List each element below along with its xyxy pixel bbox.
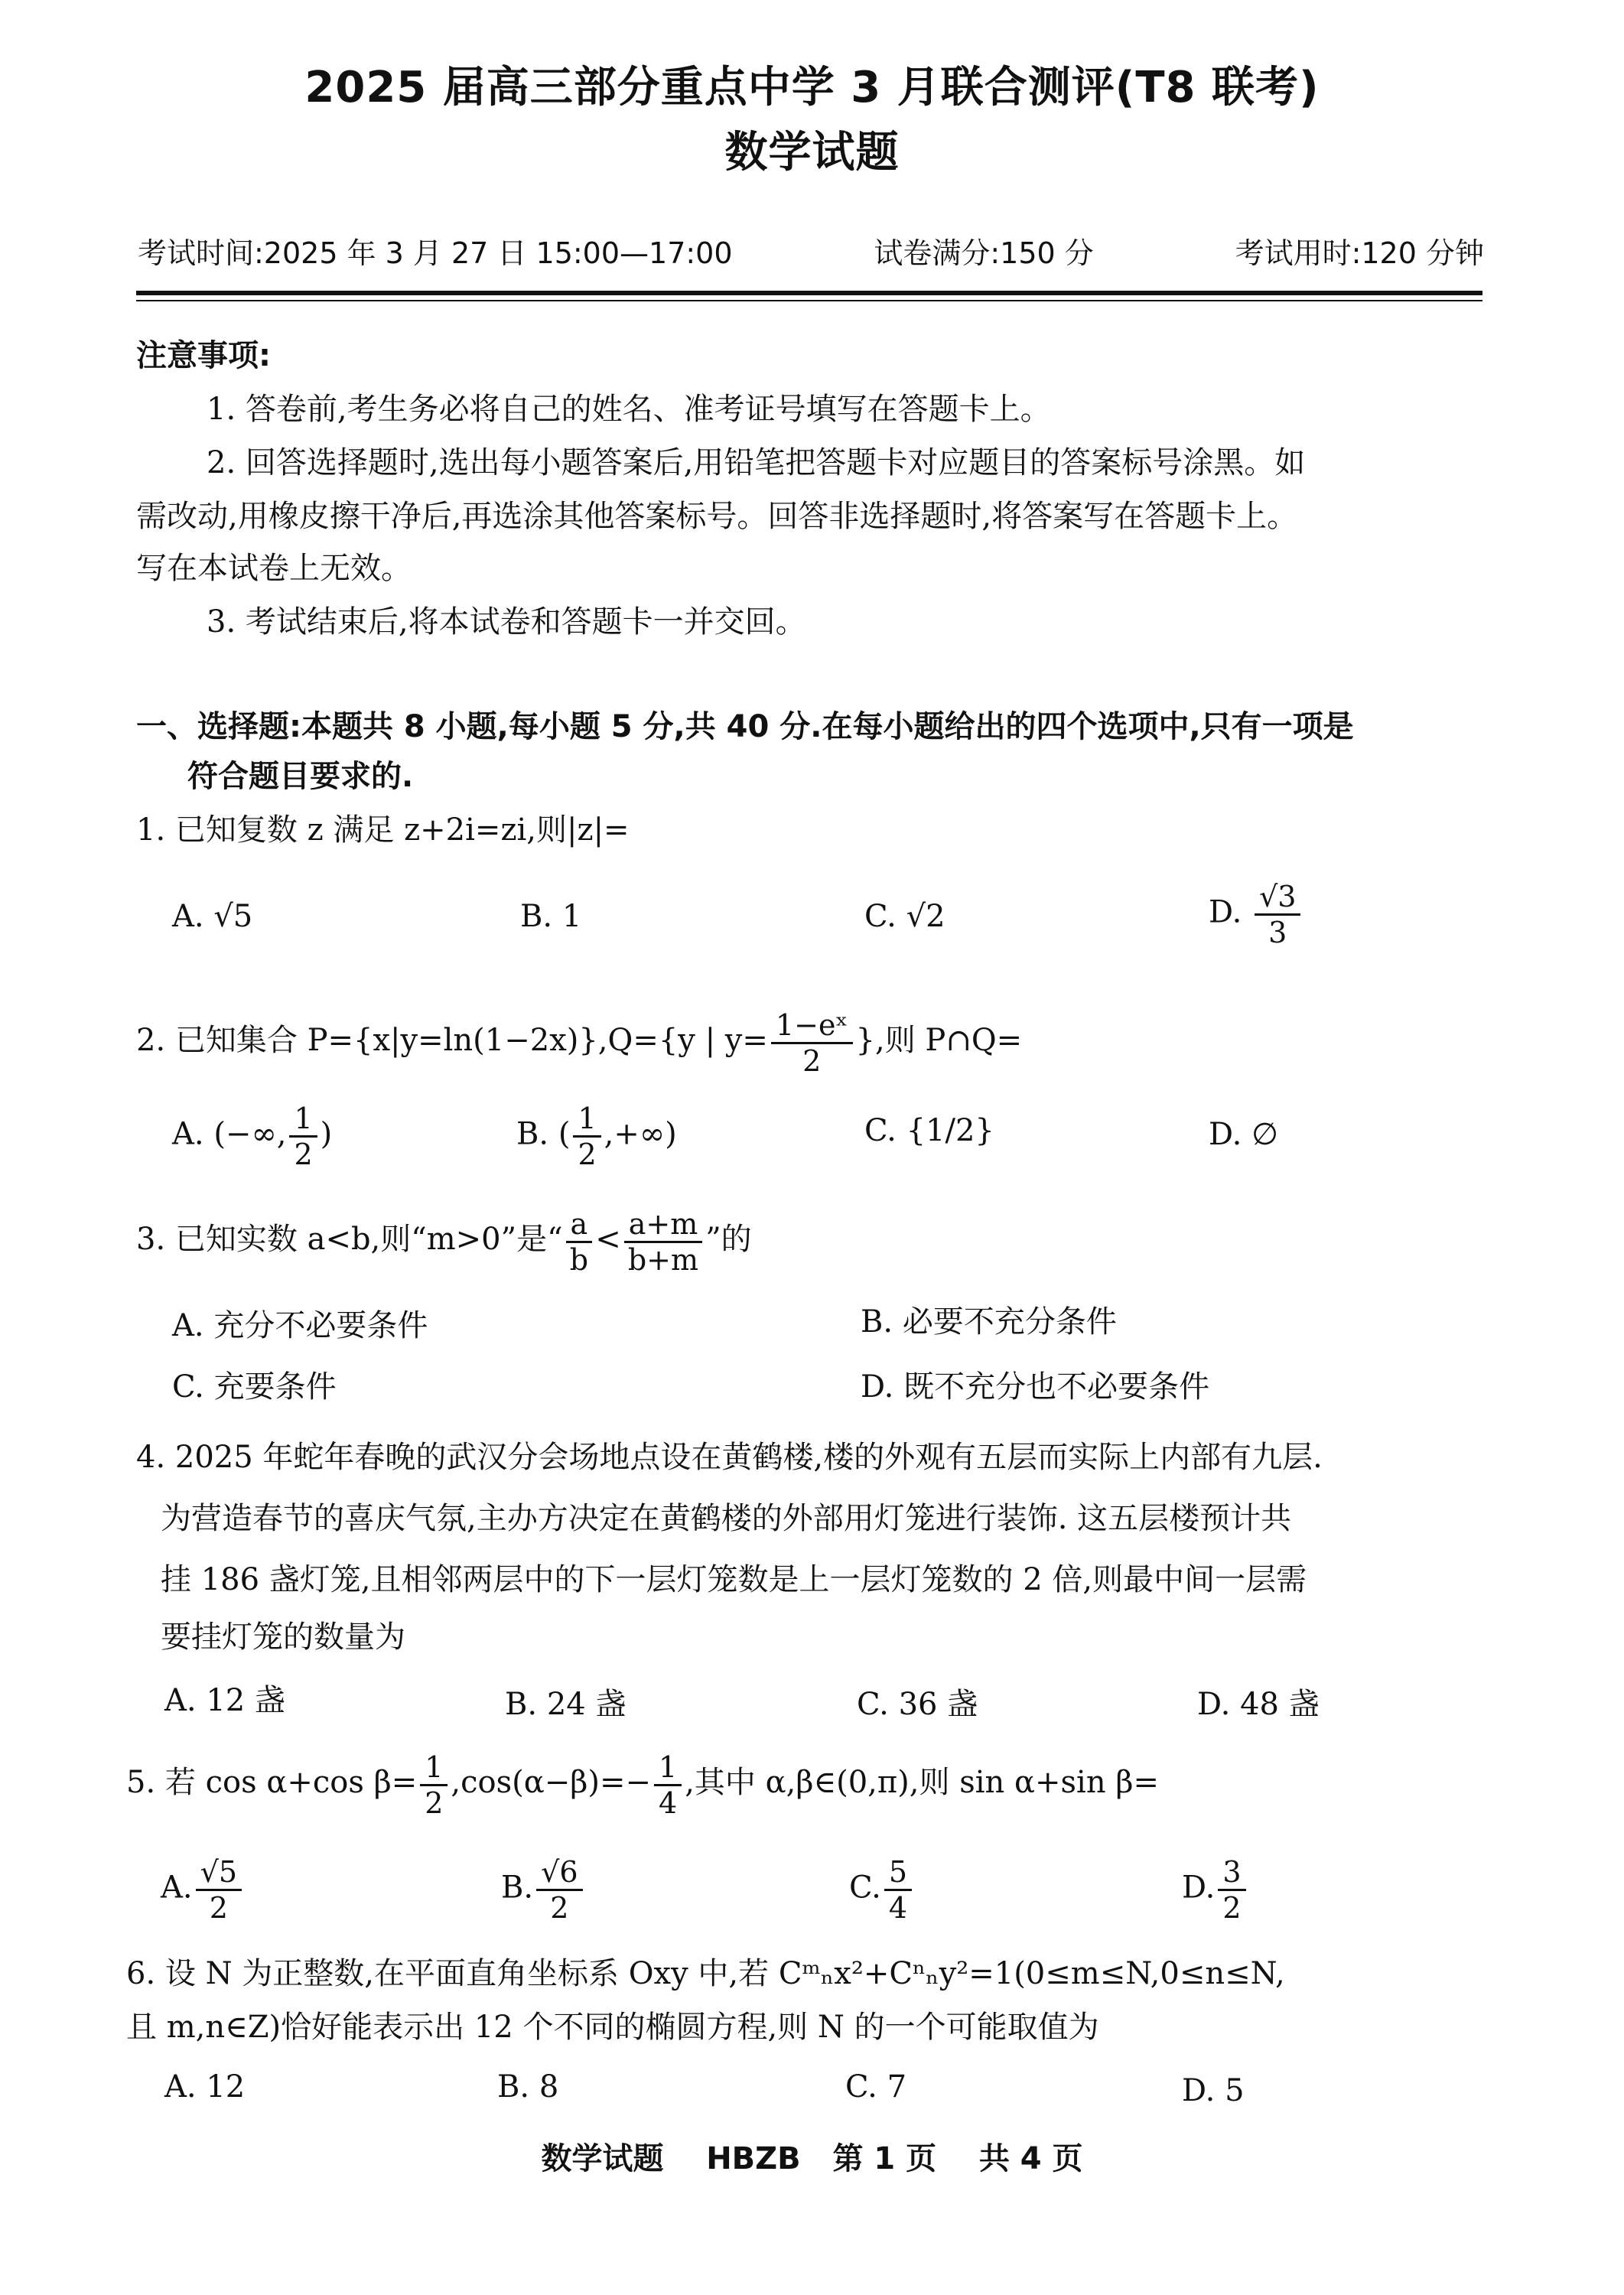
option-prefix: D. bbox=[1182, 1870, 1216, 1906]
option-prefix: C. bbox=[849, 1870, 881, 1906]
page-footer bbox=[0, 2134, 1624, 2178]
section-1-heading-line-1: 一、选择题:本题共 8 小题,每小题 5 分,共 40 分.在每小题给出的四个选项中,只有一项是 bbox=[136, 709, 1354, 744]
fraction-denominator: 4 bbox=[659, 1786, 678, 1820]
question-5-option-a bbox=[161, 1855, 245, 1925]
question-1-option-d-label: D. bbox=[1209, 894, 1242, 930]
fraction-denominator: 2 bbox=[294, 1138, 313, 1171]
question-3-fraction-1 bbox=[566, 1207, 593, 1277]
notes-item-2-line-1: 2. 回答选择题时,选出每小题答案后,用铅笔把答题卡对应题目的答案标号涂黑。如 bbox=[207, 445, 1306, 480]
question-4-line-1: 4. 2025 年蛇年春晚的武汉分会场地点设在黄鹤楼,楼的外观有五层而实际上内部有九层. bbox=[136, 1440, 1323, 1475]
footer-page-number: 第 1 页 bbox=[832, 2141, 937, 2176]
fraction-denominator: 2 bbox=[550, 1891, 569, 1925]
question-5-option-a-fraction bbox=[196, 1855, 242, 1925]
header-rule-thin bbox=[136, 300, 1482, 301]
question-5-option-d bbox=[1182, 1855, 1249, 1925]
question-4-line-4: 要挂灯笼的数量为 bbox=[161, 1620, 405, 1655]
question-2-option-b bbox=[516, 1102, 677, 1171]
question-2-option-a bbox=[172, 1102, 332, 1171]
fraction-denominator: 2 bbox=[1222, 1891, 1242, 1925]
question-6-line-2: 且 m,n∈Z)恰好能表示出 12 个不同的椭圆方程,则 N 的一个可能取值为 bbox=[126, 2010, 1099, 2045]
fraction-numerator: a+m bbox=[624, 1207, 703, 1243]
footer-total-pages: 共 4 页 bbox=[978, 2141, 1083, 2176]
fraction-numerator: √5 bbox=[196, 1855, 242, 1891]
question-1-option-c: C. √2 bbox=[864, 899, 945, 934]
question-2-option-b-fraction bbox=[573, 1102, 600, 1171]
question-6-option-a: A. 12 bbox=[164, 2069, 246, 2105]
question-5-option-b-fraction bbox=[536, 1855, 582, 1925]
question-2-stem bbox=[136, 1002, 1022, 1079]
question-6-line-1: 6. 设 N 为正整数,在平面直角坐标系 Oxy 中,若 Cᵐₙx²+Cⁿₙy²=1(0≤m≤N,0≤n≤N, bbox=[126, 1956, 1285, 1991]
question-4-option-a: A. 12 盏 bbox=[164, 1683, 285, 1718]
question-4-option-d: D. 48 盏 bbox=[1197, 1687, 1320, 1722]
exam-subject-title: 数学试题 bbox=[724, 128, 900, 177]
question-5-option-c bbox=[849, 1855, 915, 1925]
question-3-fraction-2 bbox=[624, 1207, 703, 1277]
question-3-option-a: A. 充分不必要条件 bbox=[172, 1308, 428, 1343]
fraction-numerator: √3 bbox=[1255, 880, 1300, 916]
question-5-fraction-2 bbox=[654, 1750, 682, 1820]
fraction-denominator: 2 bbox=[578, 1138, 597, 1171]
fraction-numerator: 1 bbox=[420, 1750, 447, 1786]
notes-heading: 注意事项: bbox=[136, 338, 271, 373]
question-3-option-d: D. 既不充分也不必要条件 bbox=[861, 1369, 1210, 1405]
fraction-denominator: 2 bbox=[802, 1043, 822, 1078]
question-1-option-d-fraction bbox=[1255, 880, 1300, 949]
question-4-option-b: B. 24 盏 bbox=[505, 1687, 626, 1722]
notes-item-1: 1. 答卷前,考生务必将自己的姓名、准考证号填写在答题卡上。 bbox=[207, 392, 1051, 427]
question-2-stem-part-b: {y | y= bbox=[658, 1023, 768, 1058]
question-4-option-c: C. 36 盏 bbox=[857, 1687, 978, 1722]
exam-time: 考试时间:2025 年 3 月 27 日 15:00—17:00 bbox=[138, 236, 733, 270]
fraction-numerator: 1−eˣ bbox=[771, 1008, 853, 1044]
notes-item-2-line-2: 需改动,用橡皮擦干净后,再选涂其他答案标号。回答非选择题时,将答案写在答题卡上。 bbox=[136, 499, 1298, 534]
fraction-numerator: 5 bbox=[884, 1855, 912, 1891]
question-5-stem bbox=[126, 1744, 1159, 1821]
question-3-relation: < bbox=[595, 1222, 621, 1257]
full-score: 试卷满分:150 分 bbox=[874, 236, 1094, 270]
question-2-stem-fraction bbox=[771, 1008, 853, 1078]
question-5-stem-part-a: 5. 若 cos α+cos β= bbox=[126, 1765, 418, 1800]
fraction-denominator: 2 bbox=[425, 1786, 444, 1820]
question-1-option-b: B. 1 bbox=[520, 899, 582, 934]
question-3-stem bbox=[136, 1201, 752, 1278]
exam-duration: 考试用时:120 分钟 bbox=[1235, 236, 1484, 270]
footer-subject: 数学试题 bbox=[541, 2141, 664, 2176]
question-3-option-b: B. 必要不充分条件 bbox=[861, 1304, 1117, 1340]
question-2-option-c: C. {1/2} bbox=[864, 1113, 994, 1148]
question-4-line-2: 为营造春节的喜庆气氛,主办方决定在黄鹤楼的外部用灯笼进行装饰. 这五层楼预计共 bbox=[161, 1501, 1292, 1536]
question-6-option-c: C. 7 bbox=[845, 2069, 907, 2105]
option-prefix: A. bbox=[161, 1870, 193, 1906]
question-6-option-b: B. 8 bbox=[497, 2069, 559, 2105]
fraction-denominator: b+m bbox=[627, 1242, 699, 1277]
notes-item-3: 3. 考试结束后,将本试卷和答题卡一并交回。 bbox=[207, 604, 806, 640]
fraction-numerator: a bbox=[566, 1207, 593, 1243]
question-2-stem-part-c: },则 P∩Q= bbox=[855, 1023, 1023, 1058]
fraction-denominator: 2 bbox=[209, 1891, 228, 1925]
fraction-denominator: b bbox=[569, 1242, 589, 1277]
fraction-numerator: √6 bbox=[536, 1855, 582, 1891]
fraction-numerator: 1 bbox=[289, 1102, 317, 1138]
question-3-option-c: C. 充要条件 bbox=[172, 1369, 337, 1405]
section-1-heading-line-2: 符合题目要求的. bbox=[187, 759, 414, 794]
option-prefix: B. bbox=[501, 1870, 534, 1906]
fraction-numerator: 1 bbox=[654, 1750, 682, 1786]
fraction-numerator: 1 bbox=[573, 1102, 600, 1138]
notes-item-2-line-3: 写在本试卷上无效。 bbox=[136, 551, 412, 586]
fraction-denominator: 4 bbox=[888, 1891, 908, 1925]
question-5-stem-part-b: ,cos(α−β)=− bbox=[451, 1765, 652, 1800]
fraction-denominator: 3 bbox=[1268, 916, 1287, 949]
exam-meta bbox=[138, 230, 1484, 275]
exam-title: 2025 届高三部分重点中学 3 月联合测评(T8 联考) bbox=[304, 63, 1320, 112]
question-2-stem-part-a: 2. 已知集合 P={x|y=ln(1−2x)},Q= bbox=[136, 1023, 659, 1058]
option-prefix: A. (−∞, bbox=[172, 1116, 287, 1152]
question-2-option-d: D. ∅ bbox=[1209, 1117, 1278, 1152]
option-suffix: ) bbox=[320, 1116, 333, 1152]
question-2-option-a-fraction bbox=[289, 1102, 317, 1171]
question-6-option-d: D. 5 bbox=[1182, 2073, 1245, 2108]
question-4-line-3: 挂 186 盏灯笼,且相邻两层中的下一层灯笼数是上一层灯笼数的 2 倍,则最中间一层需 bbox=[161, 1562, 1307, 1597]
question-1-option-d bbox=[1209, 880, 1303, 949]
option-suffix: ,+∞) bbox=[604, 1116, 677, 1152]
question-1-stem: 1. 已知复数 z 满足 z+2i=zi,则|z|= bbox=[136, 812, 630, 848]
question-3-stem-part-a: 3. 已知实数 a<b,则“m>0”是“ bbox=[136, 1222, 563, 1257]
fraction-numerator: 3 bbox=[1218, 1855, 1245, 1891]
question-5-stem-part-c: ,其中 α,β∈(0,π),则 sin α+sin β= bbox=[685, 1765, 1159, 1800]
question-3-stem-part-b: ”的 bbox=[705, 1222, 752, 1257]
question-1-option-a: A. √5 bbox=[172, 899, 253, 934]
question-5-option-c-fraction bbox=[884, 1855, 912, 1925]
question-5-option-b bbox=[501, 1855, 586, 1925]
option-prefix: B. ( bbox=[516, 1116, 571, 1152]
question-5-fraction-1 bbox=[420, 1750, 447, 1820]
question-5-option-d-fraction bbox=[1218, 1855, 1245, 1925]
header-rule-thick bbox=[136, 291, 1482, 295]
footer-code: HBZB bbox=[706, 2141, 801, 2176]
